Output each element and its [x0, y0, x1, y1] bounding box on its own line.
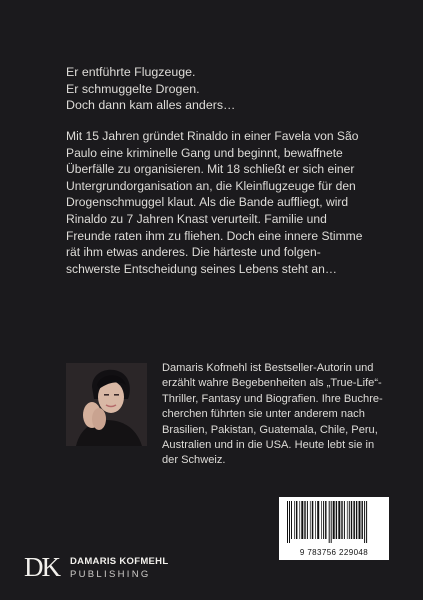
intro-line: Doch dann kam alles anders… [66, 98, 236, 112]
blurb-line: Rinaldo zu 7 Jahren Knast verurteilt. Familie und [66, 211, 327, 226]
barcode-bar [287, 501, 288, 543]
bio-line: erzählt wahre Begebenheiten als „True-Life“- [162, 377, 382, 390]
bio-line: Brasilien, Pakistan, Guatemala, Chile, Peru, [162, 423, 378, 436]
blurb-line: Überfälle zu organisieren. Mit 18 schließt er sich einer [66, 162, 355, 177]
barcode-bar [291, 501, 292, 539]
publisher-subtitle: PUBLISHING [70, 569, 151, 580]
barcode-bar [317, 501, 319, 539]
barcode-bar [301, 501, 303, 539]
barcode-bar [333, 501, 335, 539]
blurb-line: schwerste Entscheidung seines Lebens steht an… [66, 261, 337, 276]
intro-line: Er schmuggelte Drogen. [66, 81, 200, 96]
barcode-bar [321, 501, 322, 539]
barcode-bars [287, 501, 381, 543]
barcode-bar [366, 501, 367, 543]
barcode-bar [299, 501, 300, 539]
blurb-line: Untergrundorganisation an, die Kleinflugzeuge für den [66, 178, 356, 193]
isbn-number: 9 783756 229048 [299, 548, 369, 557]
bio-line: der Schweiz. [162, 454, 226, 467]
blurb-line: Drogenschmuggel klaut. Als die Bande auffliegt, wird [66, 195, 349, 210]
barcode-bar [356, 501, 357, 539]
barcode-bar [351, 501, 352, 539]
barcode-bar [347, 501, 348, 539]
bio-line: cherchen führten sie unter anderem nach [162, 408, 365, 421]
barcode-bar [315, 501, 316, 539]
barcode-bar [349, 501, 350, 539]
bio-line: Damaris Kofmehl ist Bestseller-Autorin und [162, 362, 374, 374]
barcode-bar [344, 501, 345, 539]
barcode-bar [304, 501, 305, 539]
barcode-bar [289, 501, 290, 543]
barcode-bar [359, 501, 361, 539]
blurb-line: Freunde raten ihm zu fliehen. Doch eine innere Stimme [66, 228, 363, 243]
bio-line: Australien und in die USA. Heute lebt sie in [162, 439, 375, 452]
barcode-bar [307, 501, 308, 539]
barcode-bar [362, 501, 363, 539]
intro-tagline [66, 64, 386, 114]
barcode-bar [294, 501, 295, 539]
barcode-bar [364, 501, 365, 543]
author-portrait-image [66, 363, 147, 446]
barcode-bar [323, 501, 324, 539]
publisher-mark: DK [24, 552, 59, 582]
blurb-line: Mit 15 Jahren gründet Rinaldo in einer Favela von São [66, 129, 359, 143]
barcode-bar [353, 501, 355, 539]
blurb-line: Paulo eine kriminelle Gang und beginnt, bewaffnete [66, 145, 343, 160]
barcode-bar [336, 501, 337, 539]
barcode-bar [331, 501, 332, 543]
barcode-bar [338, 501, 340, 539]
barcode-bar [312, 501, 314, 539]
blurb-line: rät ihm etwas anderes. Die härteste und folgen- [66, 245, 321, 260]
barcode-bar [296, 501, 298, 539]
intro-line: Er entführte Flugzeuge. [66, 65, 196, 79]
bio-line: Thriller, Fantasy und Biografien. Ihre Buchre- [162, 392, 383, 405]
barcode-bar [325, 501, 326, 539]
barcode-bar [310, 501, 311, 539]
isbn-barcode [279, 497, 389, 560]
barcode-bar [329, 501, 330, 543]
barcode-bar [341, 501, 342, 539]
author-photo [66, 363, 147, 446]
story-blurb [66, 128, 386, 277]
author-bio [162, 361, 412, 469]
publisher-name: DAMARIS KOFMEHL [70, 556, 169, 567]
